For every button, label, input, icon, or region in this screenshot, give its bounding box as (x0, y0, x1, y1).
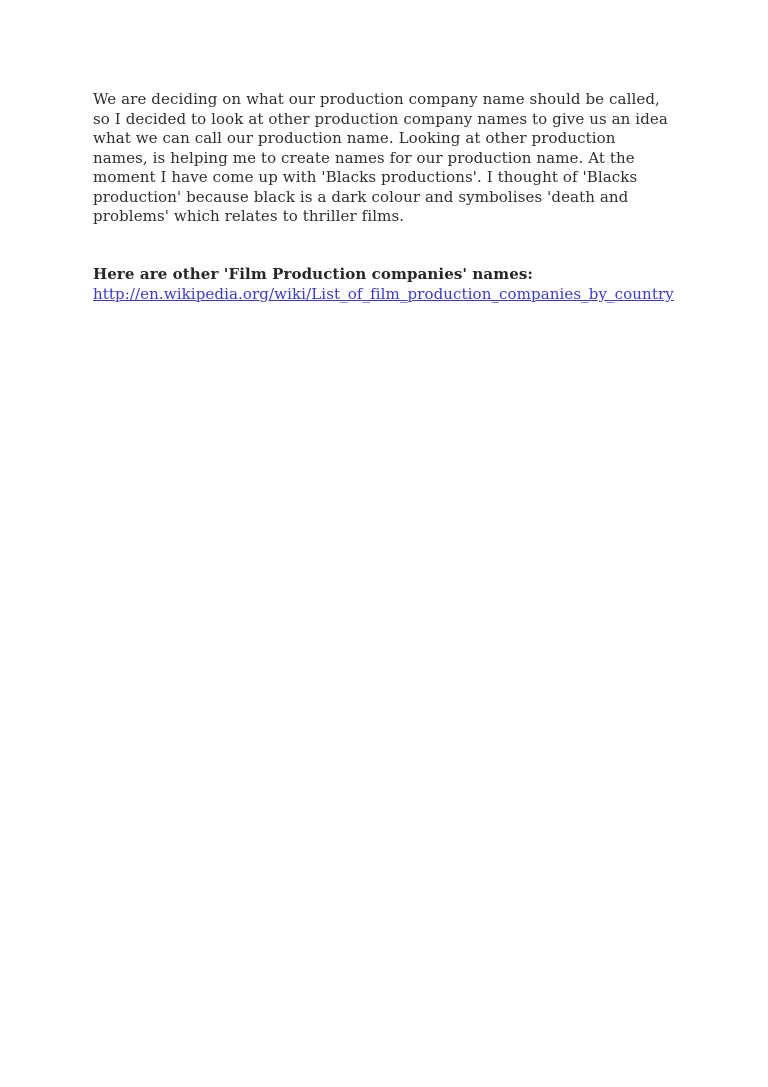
section-heading: Here are other 'Film Production companies' names: (93, 264, 534, 283)
intro-paragraph: We are deciding on what our production company name should be called, so I decided to look at other production company names to give us an idea what we can call our production name. Looking at other production names, is helping me to create names for our production name. At the moment I have come up with 'Blacks productions'. I thought of 'Blacks production' because black is a dark colour and symbolises 'death and problems' which relates to thriller films. (93, 90, 668, 225)
wikipedia-link[interactable]: http://en.wikipedia.org/wiki/List_of_film_production_companies_by_country (93, 285, 674, 303)
